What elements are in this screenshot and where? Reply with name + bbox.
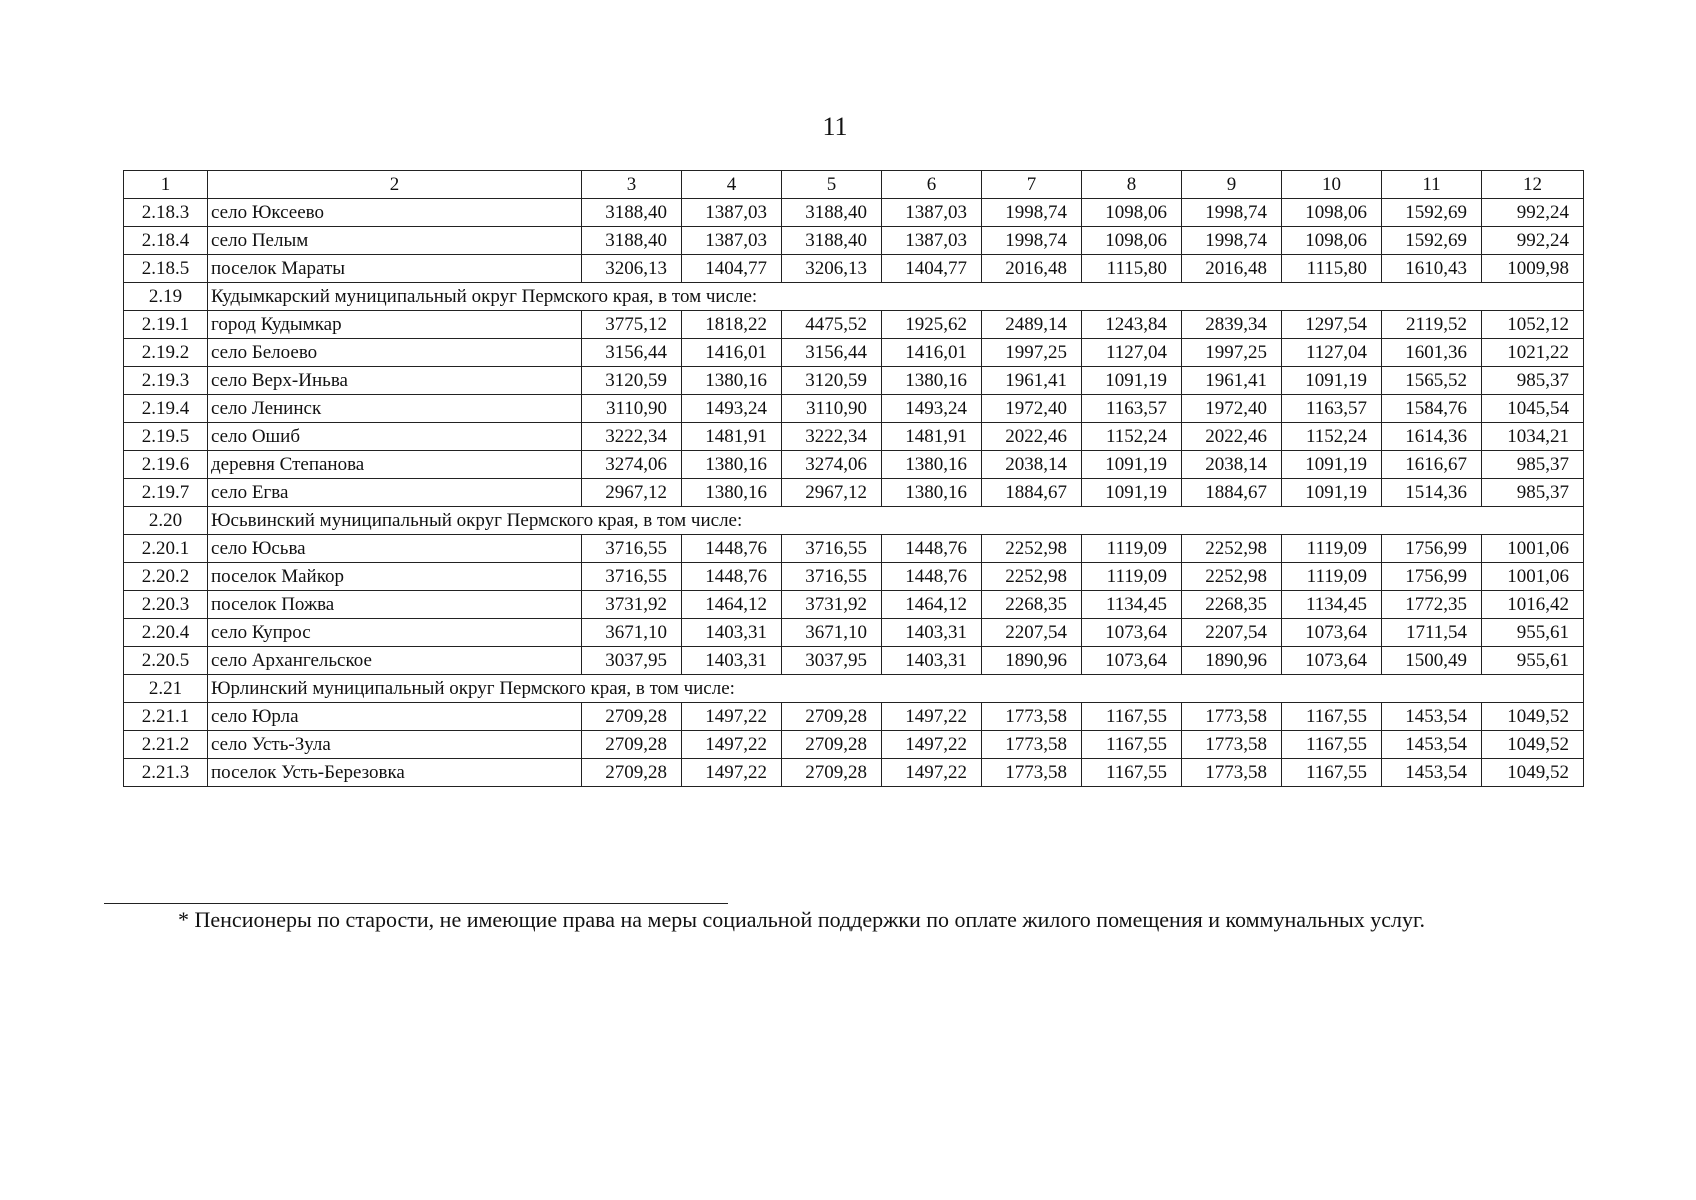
value-cell: 1514,36 — [1382, 479, 1482, 507]
value-cell: 1091,19 — [1082, 451, 1182, 479]
value-cell: 1403,31 — [882, 619, 982, 647]
value-cell: 2252,98 — [1182, 563, 1282, 591]
value-cell: 3671,10 — [782, 619, 882, 647]
value-cell: 1961,41 — [982, 367, 1082, 395]
value-cell: 1115,80 — [1082, 255, 1182, 283]
value-cell: 2022,46 — [1182, 423, 1282, 451]
value-cell: 1493,24 — [882, 395, 982, 423]
value-cell: 955,61 — [1482, 647, 1584, 675]
value-cell: 1497,22 — [682, 703, 782, 731]
row-number: 2.20 — [124, 507, 208, 535]
value-cell: 1115,80 — [1282, 255, 1382, 283]
value-cell: 1049,52 — [1482, 703, 1584, 731]
value-cell: 2709,28 — [782, 731, 882, 759]
value-cell: 1127,04 — [1082, 339, 1182, 367]
column-header: 6 — [882, 171, 982, 199]
table-row — [124, 563, 1584, 591]
settlement-name: село Белоево — [208, 339, 582, 367]
column-header: 11 — [1382, 171, 1482, 199]
value-cell: 2022,46 — [982, 423, 1082, 451]
value-cell: 1773,58 — [1182, 703, 1282, 731]
value-cell: 3716,55 — [582, 563, 682, 591]
table-row — [124, 535, 1584, 563]
value-cell: 1972,40 — [1182, 395, 1282, 423]
row-number: 2.19.4 — [124, 395, 208, 423]
value-cell: 2967,12 — [582, 479, 682, 507]
value-cell: 1464,12 — [682, 591, 782, 619]
value-cell: 3110,90 — [582, 395, 682, 423]
value-cell: 1481,91 — [682, 423, 782, 451]
value-cell: 3188,40 — [782, 227, 882, 255]
value-cell: 2252,98 — [982, 563, 1082, 591]
value-cell: 1009,98 — [1482, 255, 1584, 283]
value-cell: 1045,54 — [1482, 395, 1584, 423]
value-cell: 1001,06 — [1482, 563, 1584, 591]
value-cell: 2252,98 — [982, 535, 1082, 563]
value-cell: 1403,31 — [682, 619, 782, 647]
value-cell: 3188,40 — [582, 227, 682, 255]
settlement-name: поселок Майкор — [208, 563, 582, 591]
row-number: 2.19.5 — [124, 423, 208, 451]
value-cell: 1497,22 — [882, 759, 982, 787]
settlement-name: село Пелым — [208, 227, 582, 255]
value-cell: 2207,54 — [982, 619, 1082, 647]
row-number: 2.19.2 — [124, 339, 208, 367]
row-number: 2.19.7 — [124, 479, 208, 507]
row-number: 2.19.1 — [124, 311, 208, 339]
value-cell: 1016,42 — [1482, 591, 1584, 619]
settlement-name: село Юксеево — [208, 199, 582, 227]
value-cell: 1493,24 — [682, 395, 782, 423]
row-number: 2.21.2 — [124, 731, 208, 759]
value-cell: 1481,91 — [882, 423, 982, 451]
value-cell: 1500,49 — [1382, 647, 1482, 675]
value-cell: 1091,19 — [1082, 479, 1182, 507]
section-title: Кудымкарский муниципальный округ Пермского края, в том числе: — [208, 283, 1584, 311]
section-title: Юсьвинский муниципальный округ Пермского края, в том числе: — [208, 507, 1584, 535]
value-cell: 3110,90 — [782, 395, 882, 423]
value-cell: 1998,74 — [1182, 199, 1282, 227]
value-cell: 1163,57 — [1282, 395, 1382, 423]
value-cell: 3188,40 — [782, 199, 882, 227]
settlement-name: село Усть-Зула — [208, 731, 582, 759]
value-cell: 2038,14 — [982, 451, 1082, 479]
value-cell: 1152,24 — [1282, 423, 1382, 451]
section-row — [124, 675, 1584, 703]
table-row — [124, 423, 1584, 451]
table-body — [124, 171, 1584, 787]
settlement-name: поселок Мараты — [208, 255, 582, 283]
value-cell: 2709,28 — [582, 731, 682, 759]
table-row — [124, 479, 1584, 507]
table-row — [124, 311, 1584, 339]
value-cell: 1052,12 — [1482, 311, 1584, 339]
value-cell: 3716,55 — [582, 535, 682, 563]
settlement-name: село Юсьва — [208, 535, 582, 563]
value-cell: 1091,19 — [1282, 367, 1382, 395]
value-cell: 1091,19 — [1282, 479, 1382, 507]
row-number: 2.20.1 — [124, 535, 208, 563]
value-cell: 2709,28 — [582, 703, 682, 731]
value-cell: 1756,99 — [1382, 535, 1482, 563]
value-cell: 2268,35 — [982, 591, 1082, 619]
value-cell: 3671,10 — [582, 619, 682, 647]
value-cell: 1773,58 — [982, 759, 1082, 787]
value-cell: 3775,12 — [582, 311, 682, 339]
value-cell: 1073,64 — [1282, 619, 1382, 647]
row-number: 2.21 — [124, 675, 208, 703]
tariff-table — [123, 170, 1584, 787]
value-cell: 3274,06 — [782, 451, 882, 479]
value-cell: 2038,14 — [1182, 451, 1282, 479]
value-cell: 1152,24 — [1082, 423, 1182, 451]
value-cell: 955,61 — [1482, 619, 1584, 647]
value-cell: 1584,76 — [1382, 395, 1482, 423]
value-cell: 985,37 — [1482, 451, 1584, 479]
table-row — [124, 731, 1584, 759]
value-cell: 3120,59 — [782, 367, 882, 395]
value-cell: 1998,74 — [982, 227, 1082, 255]
footnote-divider — [104, 903, 728, 904]
value-cell: 1380,16 — [882, 367, 982, 395]
settlement-name: село Купрос — [208, 619, 582, 647]
settlement-name: город Кудымкар — [208, 311, 582, 339]
table-header-row — [124, 171, 1584, 199]
value-cell: 1049,52 — [1482, 759, 1584, 787]
table-row — [124, 199, 1584, 227]
value-cell: 1119,09 — [1082, 535, 1182, 563]
value-cell: 1387,03 — [882, 227, 982, 255]
column-header: 5 — [782, 171, 882, 199]
value-cell: 1601,36 — [1382, 339, 1482, 367]
value-cell: 3037,95 — [582, 647, 682, 675]
value-cell: 2709,28 — [782, 759, 882, 787]
value-cell: 2709,28 — [782, 703, 882, 731]
column-header: 12 — [1482, 171, 1584, 199]
column-header: 8 — [1082, 171, 1182, 199]
value-cell: 3716,55 — [782, 535, 882, 563]
value-cell: 1997,25 — [982, 339, 1082, 367]
value-cell: 1448,76 — [882, 535, 982, 563]
value-cell: 1119,09 — [1282, 563, 1382, 591]
value-cell: 2016,48 — [982, 255, 1082, 283]
value-cell: 1998,74 — [1182, 227, 1282, 255]
value-cell: 2709,28 — [582, 759, 682, 787]
value-cell: 1021,22 — [1482, 339, 1584, 367]
value-cell: 2839,34 — [1182, 311, 1282, 339]
row-number: 2.18.4 — [124, 227, 208, 255]
value-cell: 1167,55 — [1082, 703, 1182, 731]
value-cell: 1448,76 — [882, 563, 982, 591]
settlement-name: поселок Пожва — [208, 591, 582, 619]
row-number: 2.19.3 — [124, 367, 208, 395]
value-cell: 1167,55 — [1082, 759, 1182, 787]
column-header: 3 — [582, 171, 682, 199]
column-header: 10 — [1282, 171, 1382, 199]
value-cell: 3120,59 — [582, 367, 682, 395]
value-cell: 1134,45 — [1082, 591, 1182, 619]
value-cell: 1167,55 — [1282, 731, 1382, 759]
value-cell: 1098,06 — [1082, 199, 1182, 227]
value-cell: 1167,55 — [1082, 731, 1182, 759]
value-cell: 1073,64 — [1282, 647, 1382, 675]
value-cell: 3222,34 — [782, 423, 882, 451]
value-cell: 1773,58 — [1182, 731, 1282, 759]
row-number: 2.18.5 — [124, 255, 208, 283]
value-cell: 1497,22 — [682, 731, 782, 759]
value-cell: 1972,40 — [982, 395, 1082, 423]
value-cell: 1098,06 — [1282, 227, 1382, 255]
section-row — [124, 283, 1584, 311]
value-cell: 1387,03 — [882, 199, 982, 227]
value-cell: 1073,64 — [1082, 619, 1182, 647]
value-cell: 3716,55 — [782, 563, 882, 591]
column-header: 2 — [208, 171, 582, 199]
row-number: 2.21.1 — [124, 703, 208, 731]
value-cell: 1592,69 — [1382, 227, 1482, 255]
table-row — [124, 591, 1584, 619]
value-cell: 1167,55 — [1282, 759, 1382, 787]
value-cell: 1416,01 — [882, 339, 982, 367]
value-cell: 1890,96 — [1182, 647, 1282, 675]
value-cell: 1091,19 — [1282, 451, 1382, 479]
row-number: 2.19 — [124, 283, 208, 311]
value-cell: 1049,52 — [1482, 731, 1584, 759]
value-cell: 1448,76 — [682, 535, 782, 563]
table-row — [124, 647, 1584, 675]
value-cell: 1380,16 — [682, 367, 782, 395]
value-cell: 1380,16 — [682, 479, 782, 507]
settlement-name: село Архангельское — [208, 647, 582, 675]
footnote: * Пенсионеры по старости, не имеющие права на меры социальной поддержки по оплате жилого помещения и коммунальных услуг. — [178, 907, 1426, 932]
value-cell: 3188,40 — [582, 199, 682, 227]
value-cell: 1163,57 — [1082, 395, 1182, 423]
value-cell: 2119,52 — [1382, 311, 1482, 339]
value-cell: 1167,55 — [1282, 703, 1382, 731]
value-cell: 1453,54 — [1382, 759, 1482, 787]
table-row — [124, 367, 1584, 395]
value-cell: 1756,99 — [1382, 563, 1482, 591]
row-number: 2.20.5 — [124, 647, 208, 675]
value-cell: 1387,03 — [682, 227, 782, 255]
value-cell: 2252,98 — [1182, 535, 1282, 563]
value-cell: 1127,04 — [1282, 339, 1382, 367]
value-cell: 3274,06 — [582, 451, 682, 479]
value-cell: 3156,44 — [782, 339, 882, 367]
value-cell: 1773,58 — [982, 731, 1082, 759]
value-cell: 2268,35 — [1182, 591, 1282, 619]
value-cell: 3156,44 — [582, 339, 682, 367]
row-number: 2.20.3 — [124, 591, 208, 619]
value-cell: 1380,16 — [682, 451, 782, 479]
value-cell: 1001,06 — [1482, 535, 1584, 563]
value-cell: 1884,67 — [982, 479, 1082, 507]
value-cell: 1380,16 — [882, 451, 982, 479]
column-header: 7 — [982, 171, 1082, 199]
settlement-name: поселок Усть-Березовка — [208, 759, 582, 787]
value-cell: 992,24 — [1482, 227, 1584, 255]
table-row — [124, 255, 1584, 283]
value-cell: 1453,54 — [1382, 703, 1482, 731]
value-cell: 1297,54 — [1282, 311, 1382, 339]
value-cell: 1773,58 — [1182, 759, 1282, 787]
column-header: 1 — [124, 171, 208, 199]
section-row — [124, 507, 1584, 535]
value-cell: 1404,77 — [882, 255, 982, 283]
value-cell: 3731,92 — [782, 591, 882, 619]
value-cell: 1403,31 — [682, 647, 782, 675]
value-cell: 1448,76 — [682, 563, 782, 591]
settlement-name: село Юрла — [208, 703, 582, 731]
value-cell: 1997,25 — [1182, 339, 1282, 367]
value-cell: 985,37 — [1482, 367, 1584, 395]
column-header: 9 — [1182, 171, 1282, 199]
table-row — [124, 619, 1584, 647]
table-row — [124, 451, 1584, 479]
value-cell: 1711,54 — [1382, 619, 1482, 647]
settlement-name: село Верх-Иньва — [208, 367, 582, 395]
value-cell: 1565,52 — [1382, 367, 1482, 395]
value-cell: 1416,01 — [682, 339, 782, 367]
page-number: 11 — [822, 112, 848, 141]
value-cell: 1890,96 — [982, 647, 1082, 675]
value-cell: 1592,69 — [1382, 199, 1482, 227]
value-cell: 1119,09 — [1282, 535, 1382, 563]
value-cell: 3206,13 — [782, 255, 882, 283]
table-row — [124, 395, 1584, 423]
value-cell: 1497,22 — [882, 731, 982, 759]
row-number: 2.19.6 — [124, 451, 208, 479]
value-cell: 1961,41 — [1182, 367, 1282, 395]
value-cell: 1610,43 — [1382, 255, 1482, 283]
table-row — [124, 227, 1584, 255]
row-number: 2.18.3 — [124, 199, 208, 227]
value-cell: 2967,12 — [782, 479, 882, 507]
value-cell: 1998,74 — [982, 199, 1082, 227]
value-cell: 3037,95 — [782, 647, 882, 675]
value-cell: 1387,03 — [682, 199, 782, 227]
value-cell: 1134,45 — [1282, 591, 1382, 619]
row-number: 2.21.3 — [124, 759, 208, 787]
value-cell: 2207,54 — [1182, 619, 1282, 647]
value-cell: 1773,58 — [982, 703, 1082, 731]
value-cell: 1464,12 — [882, 591, 982, 619]
value-cell: 1884,67 — [1182, 479, 1282, 507]
table-row — [124, 759, 1584, 787]
value-cell: 1497,22 — [882, 703, 982, 731]
value-cell: 1404,77 — [682, 255, 782, 283]
column-header: 4 — [682, 171, 782, 199]
value-cell: 1098,06 — [1282, 199, 1382, 227]
value-cell: 1772,35 — [1382, 591, 1482, 619]
value-cell: 3222,34 — [582, 423, 682, 451]
row-number: 2.20.4 — [124, 619, 208, 647]
value-cell: 1616,67 — [1382, 451, 1482, 479]
value-cell: 992,24 — [1482, 199, 1584, 227]
value-cell: 2489,14 — [982, 311, 1082, 339]
value-cell: 1098,06 — [1082, 227, 1182, 255]
value-cell: 1925,62 — [882, 311, 982, 339]
value-cell: 1073,64 — [1082, 647, 1182, 675]
value-cell: 1034,21 — [1482, 423, 1584, 451]
value-cell: 2016,48 — [1182, 255, 1282, 283]
value-cell: 1403,31 — [882, 647, 982, 675]
value-cell: 4475,52 — [782, 311, 882, 339]
settlement-name: село Ошиб — [208, 423, 582, 451]
settlement-name: село Егва — [208, 479, 582, 507]
value-cell: 1818,22 — [682, 311, 782, 339]
value-cell: 1119,09 — [1082, 563, 1182, 591]
value-cell: 3206,13 — [582, 255, 682, 283]
value-cell: 1380,16 — [882, 479, 982, 507]
section-title: Юрлинский муниципальный округ Пермского края, в том числе: — [208, 675, 1584, 703]
value-cell: 3731,92 — [582, 591, 682, 619]
value-cell: 1614,36 — [1382, 423, 1482, 451]
value-cell: 1453,54 — [1382, 731, 1482, 759]
value-cell: 985,37 — [1482, 479, 1584, 507]
value-cell: 1091,19 — [1082, 367, 1182, 395]
value-cell: 1243,84 — [1082, 311, 1182, 339]
table-row — [124, 339, 1584, 367]
row-number: 2.20.2 — [124, 563, 208, 591]
settlement-name: село Ленинск — [208, 395, 582, 423]
value-cell: 1497,22 — [682, 759, 782, 787]
settlement-name: деревня Степанова — [208, 451, 582, 479]
table-row — [124, 703, 1584, 731]
